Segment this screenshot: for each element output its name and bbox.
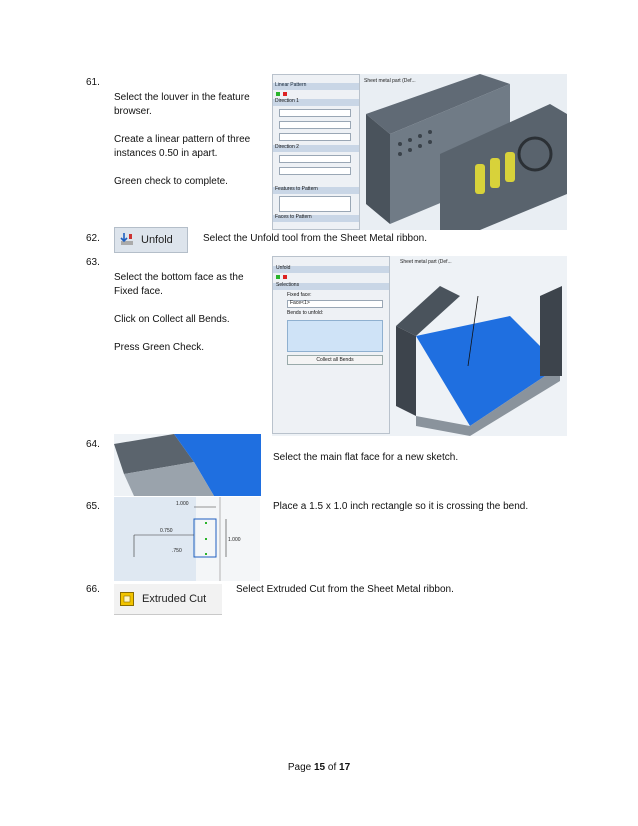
step-61-line-4: instances 0.50 in apart. [114, 148, 218, 159]
unfold-screenshot [272, 256, 567, 436]
dim-left: 0.750 [160, 528, 173, 534]
faces-label: Faces to Pattern [275, 214, 312, 220]
linear-pattern-screenshot [272, 74, 567, 230]
unfold-button-label: Unfold [141, 234, 173, 246]
louver-model-view [360, 74, 567, 230]
features-label: Features to Pattern [275, 186, 318, 192]
step-66-number: 66. [86, 584, 100, 595]
unfold-icon [120, 232, 134, 247]
cancel-icon[interactable] [283, 92, 287, 96]
step-63-line-1: Select the bottom face as the [114, 272, 244, 283]
step-63-number: 63. [86, 257, 100, 268]
dim-top: 1.000 [176, 501, 189, 507]
selections-label: Selections [276, 282, 300, 288]
step-63-line-2: Fixed face. [114, 286, 163, 297]
green-check-icon[interactable] [276, 275, 280, 279]
step-65-number: 65. [86, 501, 100, 512]
linear-pattern-panel [272, 74, 360, 230]
direction1-label: Direction 1 [275, 98, 299, 104]
features-list[interactable] [279, 196, 351, 212]
footer-current-page: 15 [313, 762, 326, 773]
flat-face-screenshot [114, 434, 261, 496]
collect-all-bends-button[interactable]: Collect all Bends [287, 355, 383, 365]
unfold-tree-root: Sheet metal part (Def... [400, 259, 452, 265]
page-footer [0, 762, 638, 773]
step-64-number: 64. [86, 439, 100, 450]
extruded-cut-label: Extruded Cut [142, 593, 207, 605]
spacing2-field[interactable] [279, 167, 351, 175]
fixed-face-value: Face<1> [290, 300, 310, 306]
tree-root-label: Sheet metal part (Def... [364, 78, 416, 84]
linear-pattern-title: Linear Pattern [275, 82, 307, 88]
step-64-text: Select the main flat face for a new sketch. [273, 452, 459, 463]
step-66-text: Select Extruded Cut from the Sheet Metal ribbon. [236, 584, 454, 595]
direction2-label: Direction 2 [275, 144, 299, 150]
step-61-line-1: Select the louver in the feature [114, 92, 250, 103]
extruded-cut-icon [120, 592, 134, 606]
dim-left-2: .750 [172, 548, 182, 554]
cancel-icon[interactable] [283, 275, 287, 279]
dim-right: 1.000 [228, 537, 241, 543]
step-61-number: 61. [86, 77, 100, 88]
unfold-panel [272, 256, 390, 434]
tray-model-view [390, 256, 567, 436]
spacing-field[interactable] [279, 121, 351, 129]
bends-list[interactable] [287, 320, 383, 352]
step-62-text: Select the Unfold tool from the Sheet Metal ribbon. [203, 233, 428, 244]
bends-label: Bends to unfold: [287, 310, 324, 316]
step-61-line-3: Create a linear pattern of three [114, 134, 251, 145]
direction1-field[interactable] [279, 109, 351, 117]
footer-prefix: Page [287, 762, 314, 773]
instances-field[interactable] [279, 133, 351, 141]
step-62-number: 62. [86, 233, 100, 244]
step-63-line-3: Click on Collect all Bends. [114, 314, 230, 325]
rectangle-sketch-screenshot [114, 497, 260, 581]
fixed-face-field[interactable] [287, 300, 383, 308]
step-63-line-4: Press Green Check. [114, 342, 205, 353]
unfold-panel-title: Unfold [276, 265, 291, 271]
direction2-field[interactable] [279, 155, 351, 163]
green-check-icon[interactable] [276, 92, 280, 96]
unfold-button[interactable] [114, 227, 188, 253]
step-65-text: Place a 1.5 x 1.0 inch rectangle so it is crossing the bend. [273, 501, 529, 512]
footer-total-pages: 17 [339, 762, 351, 773]
footer-middle: of [325, 762, 340, 773]
fixed-face-label: Fixed face: [287, 292, 312, 298]
step-61-line-5: Green check to complete. [114, 176, 228, 187]
step-61-line-2: browser. [114, 106, 152, 117]
extruded-cut-button[interactable] [114, 584, 222, 615]
